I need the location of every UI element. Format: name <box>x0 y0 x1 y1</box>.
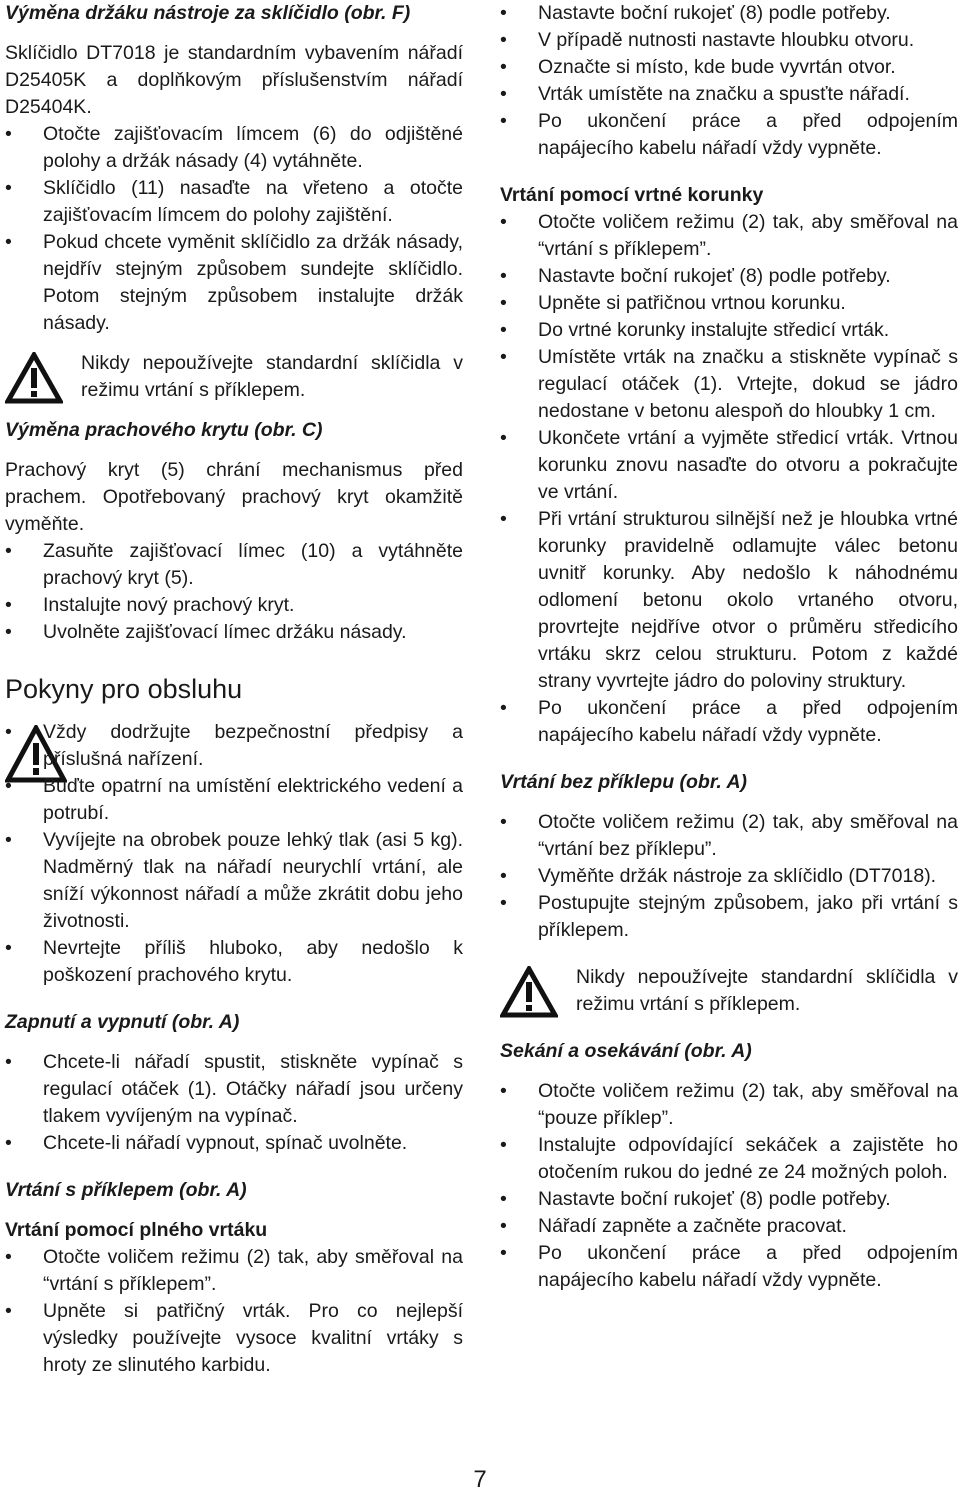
list-item: • Otočte voličem režimu (2) tak, aby směřoval na “vrtání s příklepem”. <box>5 1244 463 1298</box>
list-item: • Zasuňte zajišťovací límec (10) a vytáhněte prachový kryt (5). <box>5 538 463 592</box>
list-item: • Nevrtejte příliš hluboko, aby nedošlo k poškození prachového krytu. <box>5 935 463 989</box>
dust-cover-intro: Prachový kryt (5) chrání mechanismus před prachem. Opotřebovaný prachový kryt okamžitě vyměňte. <box>5 459 463 535</box>
warning-text: Nikdy nepoužívejte standardní sklíčidla v režimu vrtání s příklepem. <box>576 966 958 1015</box>
list-item: • Postupujte stejným způsobem, jako při vrtání s příklepem. <box>500 890 958 944</box>
section-title-on-off: Zapnutí a vypnutí (obr. A) <box>5 1011 240 1033</box>
list-item: • Otočte voličem režimu (2) tak, aby směřoval na “vrtání bez příklepu”. <box>500 809 958 863</box>
list-item: • Nastavte boční rukojeť (8) podle potřeby. <box>500 0 958 27</box>
list-item: • Chcete-li nářadí spustit, stiskněte vypínač s regulací otáček (1). Otáčky nářadí jsou určeny tlakem vyvíjeným na vypínač. <box>5 1049 463 1130</box>
solid-bit-steps-continued <box>500 0 958 162</box>
list-item: • Instalujte nový prachový kryt. <box>5 592 463 619</box>
solid-bit-steps <box>5 1244 463 1379</box>
rotary-drilling-steps <box>500 809 958 944</box>
core-bit-steps <box>500 209 958 749</box>
list-item: • Instalujte odpovídající sekáček a zajistěte ho otočením rukou do jedné ze 24 možných poloh. <box>500 1132 958 1186</box>
list-item: • Uvolněte zajišťovací límec držáku násady. <box>5 619 463 646</box>
list-item: • Při vrtání strukturou silnější než je hloubka vrtné korunky pravidelně odlamujte válec betonu uvnitř korunky. Aby nedošlo k náhodnému odlomení betonu okolo vrtaného otvoru, provrtejte nejdříve otvor o průměru středicího vrtáku skrz celou strukturu. Potom z každé strany vyvrtejte jádro do poloviny struktury. <box>500 506 958 695</box>
section-title-chiselling: Sekání a osekávání (obr. A) <box>500 1040 752 1062</box>
section-title-dust-cover: Výměna prachového krytu (obr. C) <box>5 419 323 441</box>
right-column <box>500 0 958 1294</box>
list-item: • Otočte voličem režimu (2) tak, aby směřoval na “vrtání s příklepem”. <box>500 209 958 263</box>
list-item: • Po ukončení práce a před odpojením napájecího kabelu nářadí vždy vypněte. <box>500 695 958 749</box>
list-item: • Vyvíjejte na obrobek pouze lehký tlak (asi 5 kg). Nadměrný tlak na nářadí neurychlí vrtání, ale sníží výkonnost nářadí a může zkrátit dobu jeho životnosti. <box>5 827 463 935</box>
list-item: • Do vrtné korunky instalujte středicí vrták. <box>500 317 958 344</box>
section-title-hammer-drilling: Vrtání s příklepem (obr. A) <box>5 1179 247 1201</box>
warning-rotary <box>500 964 958 1018</box>
list-item: • Označte si místo, kde bude vyvrtán otvor. <box>500 54 958 81</box>
list-item: • Pokud chcete vyměnit sklíčidlo za držák násady, nejdřív stejným způsobem sundejte sklíčidlo. Potom stejným způsobem instalujte držák násady. <box>5 229 463 337</box>
operating-instructions-heading: Pokyny pro obsluhu <box>5 674 243 704</box>
warning-chuck <box>5 350 463 404</box>
list-item: • Vrták umístěte na značku a spusťte nářadí. <box>500 81 958 108</box>
section-title-rotary-drilling: Vrtání bez příklepu (obr. A) <box>500 771 748 793</box>
list-item: • Buďte opatrní na umístění elektrického vedení a potrubí. <box>5 773 463 827</box>
chuck-steps <box>5 121 463 337</box>
subsection-title-core-bit: Vrtání pomocí vrtné korunky <box>500 184 764 206</box>
list-item: • Umístěte vrták na značku a stiskněte vypínač s regulací otáček (1). Vrtejte, dokud se jádro nedostane v betonu alespoň do hloubky 1 cm. <box>500 344 958 425</box>
list-item: • Upněte si patřičnou vrtnou korunku. <box>500 290 958 317</box>
list-item: • Nářadí zapněte a začněte pracovat. <box>500 1213 958 1240</box>
chiselling-steps <box>500 1078 958 1294</box>
list-item: • Upněte si patřičný vrták. Pro co nejlepší výsledky používejte vysoce kvalitní vrtáky s hroty ze slinutého karbidu. <box>5 1298 463 1379</box>
dust-cover-steps <box>5 538 463 646</box>
list-item: • Nastavte boční rukojeť (8) podle potřeby. <box>500 263 958 290</box>
list-item: • Po ukončení práce a před odpojením napájecího kabelu nářadí vždy vypněte. <box>500 108 958 162</box>
warning-triangle-icon <box>500 966 558 1018</box>
list-item: • Po ukončení práce a před odpojením napájecího kabelu nářadí vždy vypněte. <box>500 1240 958 1294</box>
list-item: • Vždy dodržujte bezpečnostní předpisy a příslušná nařízení. <box>5 719 463 773</box>
list-item: • Otočte voličem režimu (2) tak, aby směřoval na “pouze příklep”. <box>500 1078 958 1132</box>
warning-triangle-icon <box>5 352 63 404</box>
chuck-intro: Sklíčidlo DT7018 je standardním vybavením nářadí D25405K a doplňkovým příslušenstvím nářadí D25404K. <box>5 42 463 118</box>
list-item: • Otočte zajišťovacím límcem (6) do odjištěné polohy a držák násady (4) vytáhněte. <box>5 121 463 175</box>
subsection-title-solid-bit: Vrtání pomocí plného vrtáku <box>5 1219 268 1241</box>
left-column <box>5 0 463 1379</box>
list-item: • Vyměňte držák nástroje za sklíčidlo (DT7018). <box>500 863 958 890</box>
list-item: • Sklíčidlo (11) nasaďte na vřeteno a otočte zajišťovacím límcem do polohy zajištění. <box>5 175 463 229</box>
operating-instructions-list <box>5 719 463 989</box>
list-item: • Ukončete vrtání a vyjměte středicí vrták. Vrtnou korunku znovu nasaďte do otvoru a pokračujte ve vrtání. <box>500 425 958 506</box>
list-item: • V případě nutnosti nastavte hloubku otvoru. <box>500 27 958 54</box>
section-title-chuck-change: Výměna držáku nástroje za sklíčidlo (obr. F) <box>5 2 411 24</box>
list-item: • Nastavte boční rukojeť (8) podle potřeby. <box>500 1186 958 1213</box>
page-number: 7 <box>473 1466 487 1493</box>
on-off-steps <box>5 1049 463 1157</box>
list-item: • Chcete-li nářadí vypnout, spínač uvolněte. <box>5 1130 463 1157</box>
warning-text: Nikdy nepoužívejte standardní sklíčidla v režimu vrtání s příklepem. <box>81 352 463 401</box>
operating-instructions-block <box>5 719 463 989</box>
